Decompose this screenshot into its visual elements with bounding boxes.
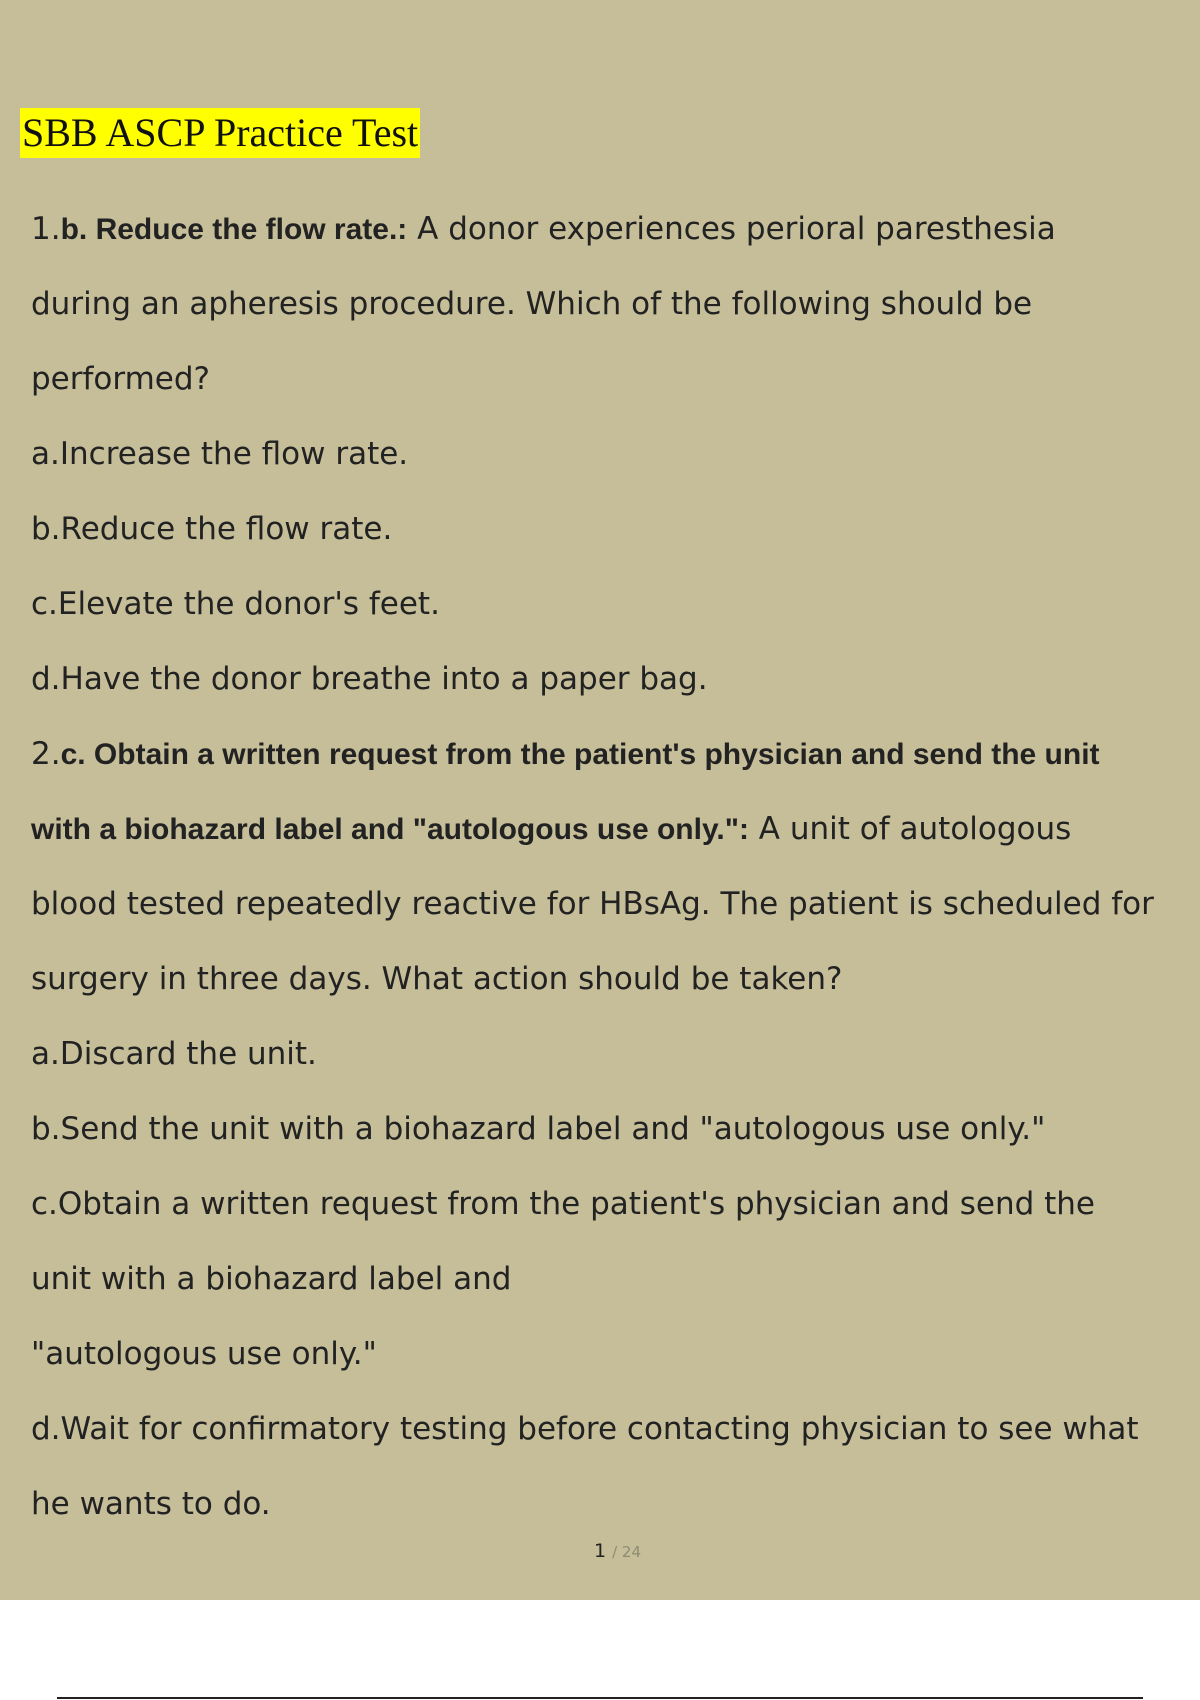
option-d: [31, 1392, 1199, 1467]
option-letter: b.: [31, 511, 61, 547]
question-2-heading-cont: [31, 792, 1199, 867]
option-letter: d.: [31, 661, 61, 697]
question-text-line: performed?: [31, 361, 210, 397]
option-d: [31, 642, 1199, 717]
question-answer: c. Obtain a written request from the patient's physician and send the unit: [60, 738, 1100, 771]
option-letter: a.: [31, 436, 60, 472]
option-text-line: unit with a biohazard label and: [31, 1261, 512, 1297]
option-letter: a.: [31, 1036, 60, 1072]
page-indicator: [0, 1540, 1200, 1562]
option-text: Elevate the donor's feet.: [57, 586, 440, 622]
question-text: A donor experiences perioral paresthesia: [407, 211, 1056, 247]
option-c: [31, 567, 1199, 642]
option-text: Reduce the flow rate.: [60, 511, 393, 547]
option-letter: b.: [31, 1111, 61, 1147]
question-text-line: during an apheresis procedure. Which of the following should be: [31, 286, 1033, 322]
option-b: [31, 1092, 1199, 1167]
document-content: [31, 192, 1199, 1542]
option-letter: d.: [31, 1411, 61, 1447]
question-text-line: surgery in three days. What action should be taken?: [31, 961, 843, 997]
question-answer: with a biohazard label and "autologous use only.":: [31, 813, 749, 846]
option-letter: c.: [31, 1186, 58, 1222]
question-number: 2.: [31, 736, 61, 772]
option-text-line: he wants to do.: [31, 1486, 271, 1522]
option-c: [31, 1167, 1199, 1242]
option-text: Wait for confirmatory testing before contacting physician to see what: [60, 1411, 1139, 1447]
page-total: / 24: [612, 1543, 642, 1561]
option-a: [31, 417, 1199, 492]
question-text: A unit of autologous: [748, 811, 1072, 847]
page-divider: [57, 1697, 1143, 1699]
option-b: [31, 492, 1199, 567]
option-text-line: "autologous use only.": [31, 1336, 377, 1372]
question-2-heading: [31, 717, 1199, 792]
option-letter: c.: [31, 586, 58, 622]
option-text: Discard the unit.: [59, 1036, 317, 1072]
question-number: 1.: [31, 211, 61, 247]
question-answer: b. Reduce the flow rate.:: [60, 213, 408, 246]
option-text: Have the donor breathe into a paper bag.: [60, 661, 708, 697]
page-number: 1: [593, 1540, 607, 1562]
option-a: [31, 1017, 1199, 1092]
option-text: Send the unit with a biohazard label and "autologous use only.": [60, 1111, 1046, 1147]
option-text: Obtain a written request from the patient's physician and send the: [57, 1186, 1095, 1222]
question-text-line: blood tested repeatedly reactive for HBsAg. The patient is scheduled for: [31, 886, 1154, 922]
option-text: Increase the flow rate.: [59, 436, 409, 472]
document-title: SBB ASCP Practice Test: [20, 108, 420, 158]
question-1-heading: [31, 192, 1199, 267]
